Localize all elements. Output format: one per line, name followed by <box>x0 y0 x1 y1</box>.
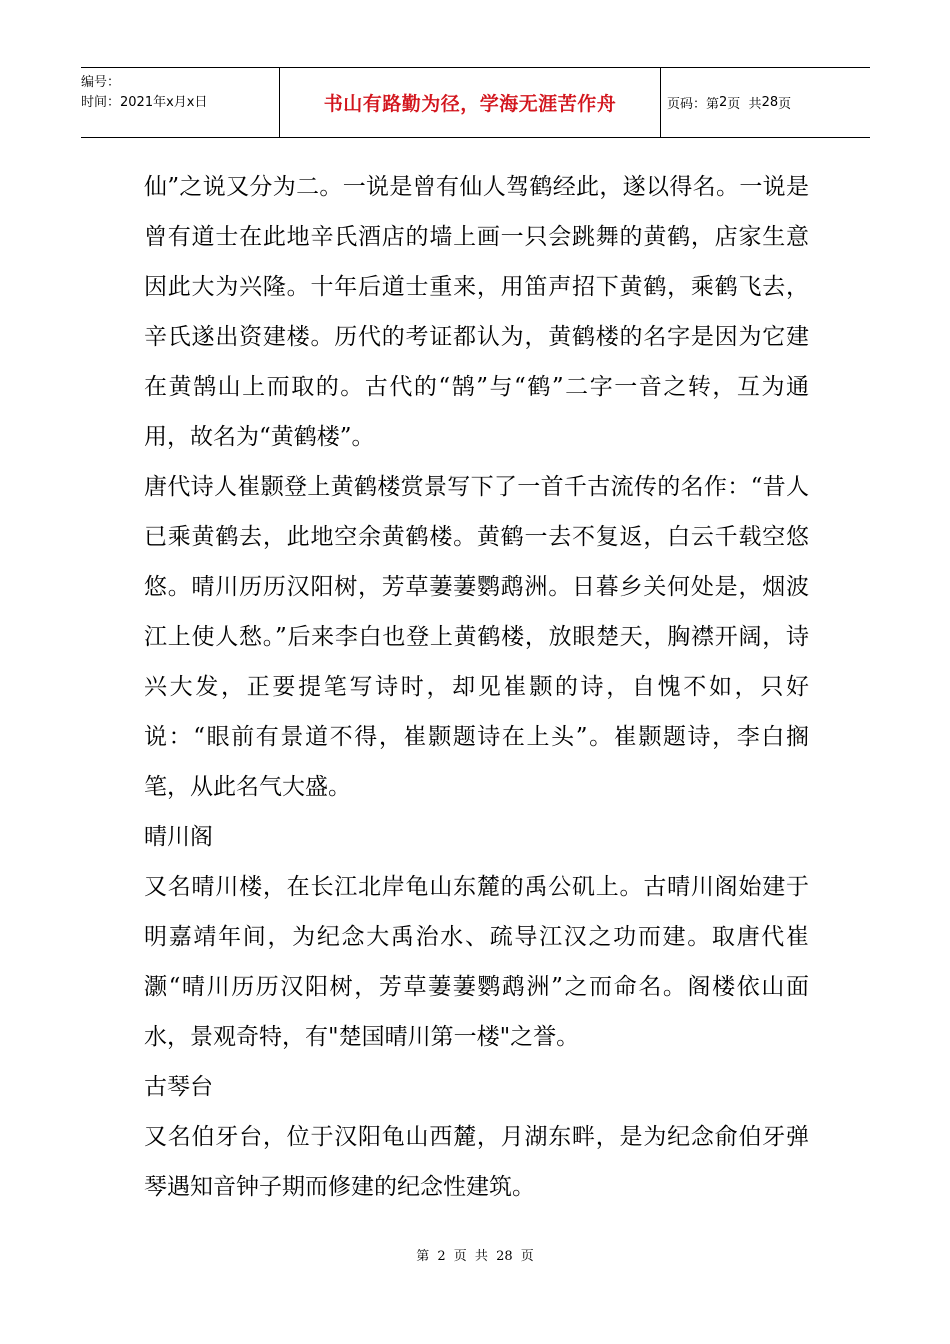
footer-prefix: 第 <box>416 1249 430 1264</box>
section-heading-guqin-terrace: 古琴台 <box>144 1074 213 1100</box>
paragraph-guqin-terrace: 又名伯牙台，位于汉阳龟山西麓，月湖东畔，是为纪念俞伯牙弹琴遇知音钟子期而修建的纪念性建筑。 <box>144 1124 809 1200</box>
header-meta <box>81 68 279 137</box>
document-time-label: 时间：2021年x月x日 <box>81 95 208 110</box>
paragraph-yellow-crane-name: 仙”之说又分为二。一说是曾有仙人驾鹤经此，遂以得名。一说是曾有道士在此地辛氏酒店的墙上画一只会跳舞的黄鹤，店家生意因此大为兴隆。十年后道士重来，用笛声招下黄鹤，乘鹤飞去，辛氏遂出资建楼。历代的考证都认为，黄鹤楼的名字是因为它建在黄鹄山上而取的。古代的“鹄”与“鹤”二字一音之转，互为通用，故名为“黄鹤楼”。 <box>144 174 809 450</box>
footer-total: 28 <box>496 1249 513 1264</box>
header-page-info <box>661 68 870 137</box>
page-label: 页码：第 <box>667 97 720 112</box>
paragraph-qingchuan-pavilion: 又名晴川楼，在长江北岸龟山东麓的禹公矶上。古晴川阁始建于明嘉靖年间，为纪念大禹治水、疏导江汉之功而建。取唐代崔灏“晴川历历汉阳树，芳草萋萋鹦鹉洲”之而命名。阁楼依山面水，景观奇特，有"楚国晴川第一楼"之誉。 <box>144 874 809 1050</box>
footer-suffix: 页 <box>520 1249 534 1264</box>
page-footer <box>0 1245 950 1264</box>
page-mid: 页 共 <box>727 97 762 112</box>
footer-current: 2 <box>437 1249 446 1264</box>
page-header <box>81 67 870 138</box>
page-current: 2 <box>719 95 728 110</box>
section-heading-qingchuan-pavilion: 晴川阁 <box>144 824 213 850</box>
document-number-label: 编号： <box>81 75 121 90</box>
paragraph-cui-hao-poem: 唐代诗人崔颢登上黄鹤楼赏景写下了一首千古流传的名作：“昔人已乘黄鹤去，此地空余黄鹤楼。黄鹤一去不复返，白云千载空悠悠。晴川历历汉阳树，芳草萋萋鹦鹉洲。日暮乡关何处是，烟波江上使人愁。”后来李白也登上黄鹤楼，放眼楚天，胸襟开阔，诗兴大发，正要提笔写诗时，却见崔颢的诗，自愧不如，只好说：“眼前有景道不得，崔颢题诗在上头”。崔颢题诗，李白搁笔，从此名气大盛。 <box>144 474 809 800</box>
page-end: 页 <box>778 97 792 112</box>
header-motto: 书山有路勤为径，学海无涯苦作舟 <box>279 68 661 137</box>
document-body <box>144 162 809 1212</box>
footer-mid: 页 共 <box>453 1249 488 1264</box>
page-total: 28 <box>761 95 779 110</box>
